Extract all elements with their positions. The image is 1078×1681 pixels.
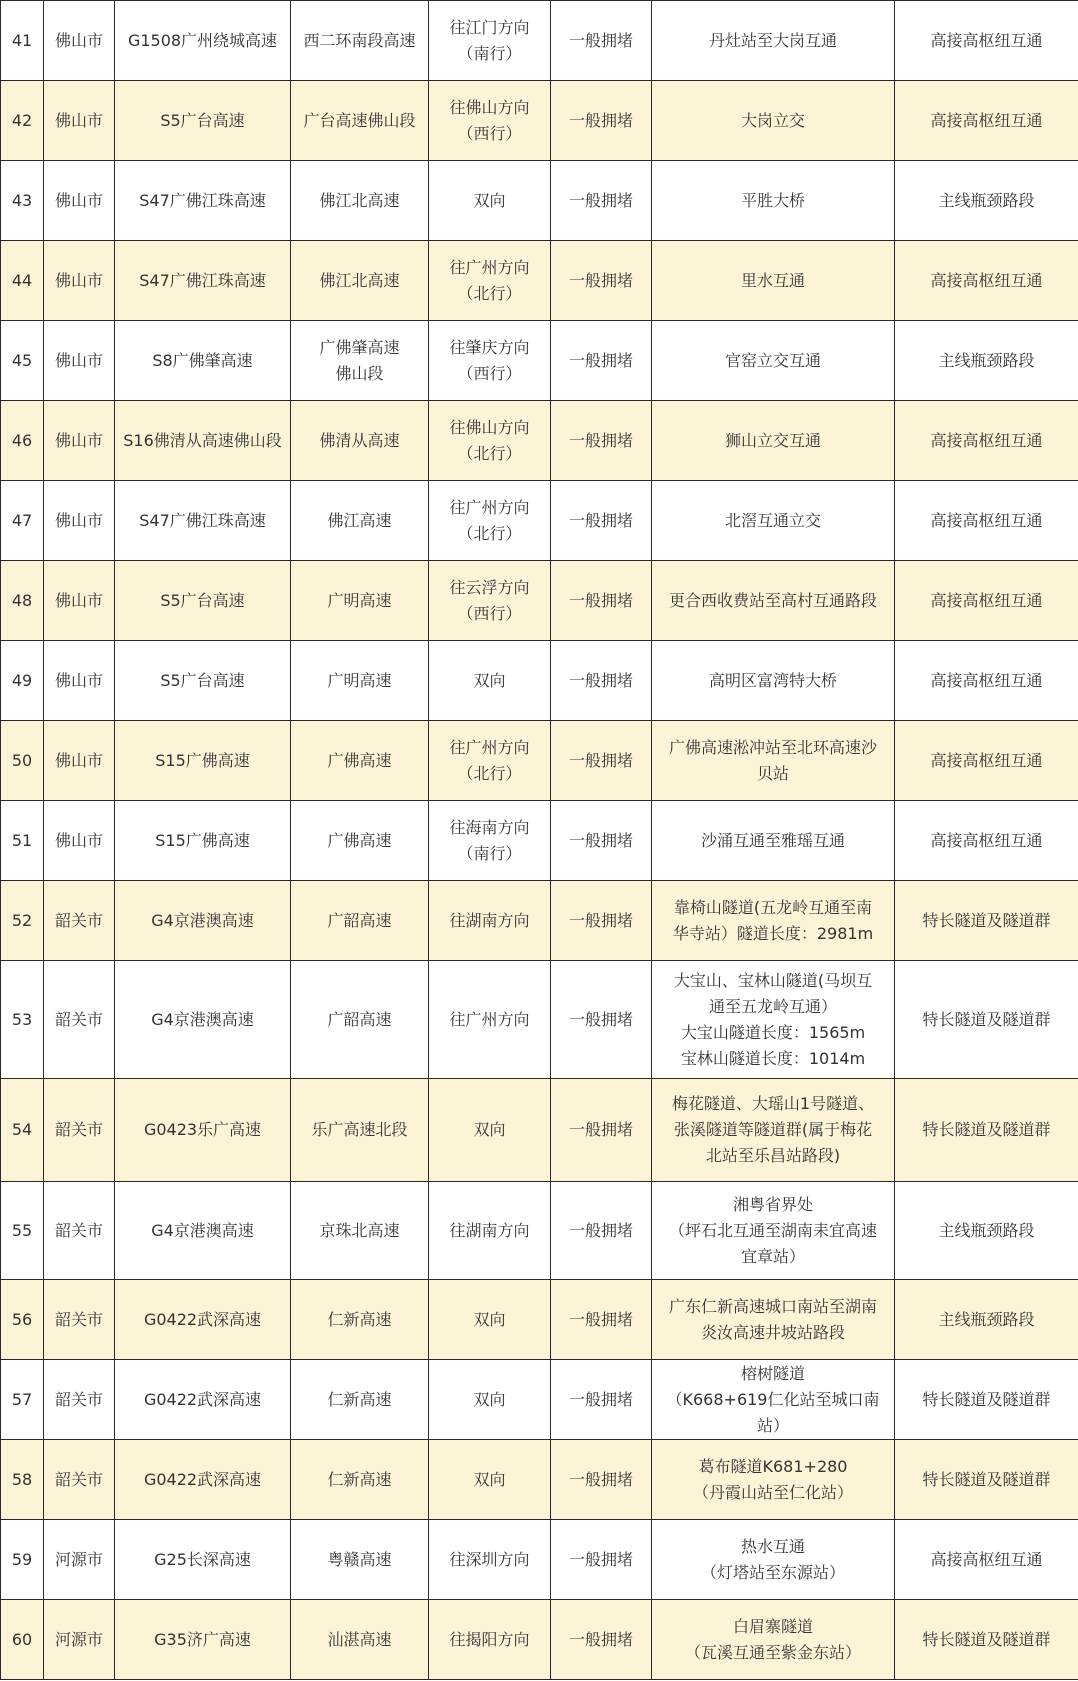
- highway-line: G0422武深高速: [143, 1309, 262, 1329]
- section-cell: [291, 1360, 429, 1440]
- section-cell: [291, 401, 429, 481]
- location-cell: [652, 241, 895, 321]
- direction-cell: [429, 1520, 551, 1600]
- highway-line: S47广佛江珠高速: [139, 510, 266, 530]
- table-row: [1, 481, 1078, 561]
- table-row: [1, 401, 1078, 481]
- section-cell: [291, 801, 429, 881]
- section-cell: [291, 161, 429, 241]
- direction-cell: [429, 1360, 551, 1440]
- highway-cell: [115, 161, 291, 241]
- highway-cell: [115, 961, 291, 1079]
- direction-line: 往江门方向: [449, 17, 530, 37]
- direction-line: （北行）: [457, 283, 522, 303]
- section-line: 仁新高速: [327, 1389, 392, 1409]
- congestion-level-cell: 一般拥堵: [551, 1440, 652, 1520]
- row-number-cell: 42: [1, 81, 44, 161]
- congestion-level-cell: 一般拥堵: [551, 1, 652, 81]
- direction-line: 往肇庆方向: [449, 337, 530, 357]
- highway-cell: [115, 1520, 291, 1600]
- location-line: （灯塔站至东源站）: [700, 1562, 845, 1582]
- highway-line: S5广台高速: [160, 670, 245, 690]
- highway-line: G4京港澳高速: [151, 1220, 254, 1240]
- row-number-cell: 45: [1, 321, 44, 401]
- location-line: （丹霞山站至仁化站）: [692, 1482, 853, 1502]
- highway-line: G1508广州绕城高速: [127, 30, 278, 50]
- city-cell: 佛山市: [44, 241, 115, 321]
- city-cell: 韶关市: [44, 961, 115, 1079]
- direction-cell: [429, 721, 551, 801]
- location-line: （K668+619仁化站至城口南: [666, 1389, 880, 1409]
- section-cell: [291, 1440, 429, 1520]
- direction-line: 往湖南方向: [449, 1220, 530, 1240]
- table-body: [1, 1, 1078, 1680]
- direction-line: 往广州方向: [449, 1009, 530, 1029]
- section-cell: [291, 641, 429, 721]
- location-line: 丹灶站至大岗互通: [708, 30, 837, 50]
- row-number-cell: 47: [1, 481, 44, 561]
- highway-cell: [115, 81, 291, 161]
- section-line: 佛清从高速: [319, 430, 400, 450]
- highway-cell: [115, 561, 291, 641]
- section-cell: [291, 1280, 429, 1360]
- direction-line: 双向: [473, 1469, 506, 1489]
- row-number-cell: 44: [1, 241, 44, 321]
- highway-line: G4京港澳高速: [151, 910, 254, 930]
- row-number-cell: 50: [1, 721, 44, 801]
- section-line: 仁新高速: [327, 1469, 392, 1489]
- row-number-cell: 51: [1, 801, 44, 881]
- highway-line: G0422武深高速: [143, 1469, 262, 1489]
- section-cell: [291, 1600, 429, 1680]
- table-row: [1, 1600, 1078, 1680]
- location-cell: [652, 961, 895, 1079]
- section-line: 广明高速: [327, 590, 392, 610]
- location-cell: [652, 1520, 895, 1600]
- direction-cell: [429, 1280, 551, 1360]
- highway-cell: [115, 1, 291, 81]
- highway-cell: [115, 1182, 291, 1280]
- location-line: 葛布隧道K681+280: [698, 1456, 848, 1476]
- congestion-level-cell: 一般拥堵: [551, 561, 652, 641]
- location-cell: [652, 881, 895, 961]
- row-number-cell: 54: [1, 1079, 44, 1182]
- location-line: 里水互通: [740, 270, 805, 290]
- table-row: [1, 1, 1078, 81]
- highway-line: G25长深高速: [154, 1549, 251, 1569]
- congestion-level-cell: 一般拥堵: [551, 1280, 652, 1360]
- direction-line: 往揭阳方向: [449, 1629, 530, 1649]
- row-number-cell: 55: [1, 1182, 44, 1280]
- congestion-level-cell: 一般拥堵: [551, 481, 652, 561]
- type-cell: 特长隧道及隧道群: [895, 1360, 1078, 1440]
- type-cell: 高接高枢纽互通: [895, 481, 1078, 561]
- direction-cell: [429, 1600, 551, 1680]
- row-number-cell: 49: [1, 641, 44, 721]
- highway-cell: [115, 321, 291, 401]
- table-row: [1, 1182, 1078, 1280]
- table-row: [1, 641, 1078, 721]
- city-cell: 韶关市: [44, 1440, 115, 1520]
- table-row: [1, 1360, 1078, 1440]
- table-row: [1, 81, 1078, 161]
- section-cell: [291, 1182, 429, 1280]
- location-line: 大宝山、宝林山隧道(马坝互: [673, 970, 873, 990]
- congestion-level-cell: 一般拥堵: [551, 161, 652, 241]
- location-line: 高明区富湾特大桥: [708, 670, 837, 690]
- section-line: 广韶高速: [327, 1009, 392, 1029]
- type-cell: 高接高枢纽互通: [895, 721, 1078, 801]
- direction-cell: [429, 561, 551, 641]
- city-cell: 佛山市: [44, 81, 115, 161]
- location-line: 梅花隧道、大瑶山1号隧道、: [671, 1094, 875, 1113]
- direction-cell: [429, 161, 551, 241]
- type-cell: 高接高枢纽互通: [895, 81, 1078, 161]
- direction-line: （北行）: [457, 523, 522, 543]
- location-line: 靠椅山隧道(五龙岭互通至南: [673, 897, 873, 917]
- section-line: 西二环南段高速: [303, 30, 416, 50]
- location-line: 白眉寨隧道: [732, 1616, 813, 1636]
- location-line: 宝林山隧道长度：1014m: [680, 1048, 866, 1068]
- city-cell: 佛山市: [44, 801, 115, 881]
- direction-line: （北行）: [457, 763, 522, 783]
- city-cell: 韶关市: [44, 1079, 115, 1182]
- highway-line: S47广佛江珠高速: [139, 270, 266, 290]
- location-cell: [652, 801, 895, 881]
- city-cell: 佛山市: [44, 721, 115, 801]
- highway-cell: [115, 1440, 291, 1520]
- highway-cell: [115, 481, 291, 561]
- table-row: [1, 1280, 1078, 1360]
- highway-line: G0422武深高速: [143, 1389, 262, 1409]
- table-row: [1, 1440, 1078, 1520]
- direction-line: 双向: [473, 1309, 506, 1329]
- location-line: 通至五龙岭互通）: [708, 996, 837, 1016]
- section-cell: [291, 721, 429, 801]
- section-line: 仁新高速: [327, 1309, 392, 1329]
- congestion-level-cell: 一般拥堵: [551, 321, 652, 401]
- location-line: 狮山立交互通: [724, 430, 821, 450]
- location-cell: [652, 321, 895, 401]
- section-cell: [291, 961, 429, 1079]
- city-cell: 佛山市: [44, 561, 115, 641]
- city-cell: 佛山市: [44, 481, 115, 561]
- direction-cell: [429, 481, 551, 561]
- direction-line: 双向: [473, 1120, 506, 1139]
- congestion-level-cell: 一般拥堵: [551, 1182, 652, 1280]
- congestion-level-cell: 一般拥堵: [551, 1520, 652, 1600]
- section-cell: [291, 1520, 429, 1600]
- table-row: [1, 161, 1078, 241]
- section-line: 佛江北高速: [319, 270, 400, 290]
- type-cell: 主线瓶颈路段: [895, 321, 1078, 401]
- direction-line: 双向: [473, 190, 506, 210]
- section-line: 汕湛高速: [327, 1629, 392, 1649]
- type-cell: 主线瓶颈路段: [895, 161, 1078, 241]
- highway-line: S5广台高速: [160, 110, 245, 130]
- direction-line: 往广州方向: [449, 497, 530, 517]
- row-number-cell: 52: [1, 881, 44, 961]
- location-cell: [652, 1182, 895, 1280]
- highway-line: G35济广高速: [154, 1629, 251, 1649]
- row-number-cell: 46: [1, 401, 44, 481]
- location-cell: [652, 641, 895, 721]
- city-cell: 佛山市: [44, 1, 115, 81]
- city-cell: 韶关市: [44, 881, 115, 961]
- direction-line: （南行）: [457, 843, 522, 863]
- highway-line: G0423乐广高速: [143, 1120, 262, 1139]
- direction-cell: [429, 881, 551, 961]
- row-number-cell: 59: [1, 1520, 44, 1600]
- highway-line: S15广佛高速: [155, 750, 250, 770]
- row-number-cell: 53: [1, 961, 44, 1079]
- congestion-level-cell: 一般拥堵: [551, 1360, 652, 1440]
- location-cell: [652, 81, 895, 161]
- location-line: 广佛高速淞冲站至北环高速沙: [668, 737, 877, 757]
- highway-cell: [115, 721, 291, 801]
- location-line: 炎汝高速井坡站路段: [700, 1322, 845, 1342]
- section-line: 乐广高速北段: [311, 1120, 408, 1139]
- type-cell: 特长隧道及隧道群: [895, 881, 1078, 961]
- highway-line: S8广佛肇高速: [152, 350, 253, 370]
- location-line: 贝站: [756, 763, 789, 783]
- direction-cell: [429, 81, 551, 161]
- type-cell: 特长隧道及隧道群: [895, 1079, 1078, 1182]
- direction-cell: [429, 401, 551, 481]
- location-line: 更合西收费站至高村互通路段: [668, 590, 877, 610]
- congestion-level-cell: 一般拥堵: [551, 881, 652, 961]
- type-cell: 高接高枢纽互通: [895, 1, 1078, 81]
- direction-line: 往深圳方向: [449, 1549, 530, 1569]
- section-cell: [291, 321, 429, 401]
- direction-line: （西行）: [457, 363, 522, 383]
- type-cell: 高接高枢纽互通: [895, 801, 1078, 881]
- highway-line: G4京港澳高速: [151, 1009, 254, 1029]
- highway-line: S47广佛江珠高速: [139, 190, 266, 210]
- table-row: [1, 801, 1078, 881]
- type-cell: 高接高枢纽互通: [895, 241, 1078, 321]
- direction-line: 往海南方向: [449, 817, 530, 837]
- row-number-cell: 41: [1, 1, 44, 81]
- type-cell: 高接高枢纽互通: [895, 401, 1078, 481]
- table-row: [1, 721, 1078, 801]
- location-cell: [652, 721, 895, 801]
- location-line: 北滘互通立交: [724, 510, 821, 530]
- table-row: [1, 561, 1078, 641]
- direction-line: 双向: [473, 1389, 506, 1409]
- type-cell: 特长隧道及隧道群: [895, 1440, 1078, 1520]
- location-line: 榕树隧道: [740, 1363, 805, 1383]
- city-cell: 佛山市: [44, 641, 115, 721]
- direction-cell: [429, 241, 551, 321]
- location-cell: [652, 1600, 895, 1680]
- highway-cell: [115, 641, 291, 721]
- section-line: 广台高速佛山段: [303, 110, 416, 130]
- location-line: 热水互通: [740, 1536, 805, 1556]
- row-number-cell: 43: [1, 161, 44, 241]
- row-number-cell: 56: [1, 1280, 44, 1360]
- location-line: 大宝山隧道长度：1565m: [680, 1022, 866, 1042]
- congestion-level-cell: 一般拥堵: [551, 801, 652, 881]
- section-cell: [291, 1, 429, 81]
- location-cell: [652, 1360, 895, 1440]
- city-cell: 韶关市: [44, 1182, 115, 1280]
- highway-cell: [115, 401, 291, 481]
- highway-line: S15广佛高速: [155, 830, 250, 850]
- city-cell: 韶关市: [44, 1360, 115, 1440]
- location-line: 宜章站）: [740, 1246, 805, 1266]
- location-line: 站）: [756, 1415, 789, 1435]
- type-cell: 特长隧道及隧道群: [895, 961, 1078, 1079]
- type-cell: 高接高枢纽互通: [895, 1520, 1078, 1600]
- highway-line: S16佛清从高速佛山段: [123, 430, 282, 450]
- direction-line: （北行）: [457, 443, 522, 463]
- direction-cell: [429, 641, 551, 721]
- direction-cell: [429, 1, 551, 81]
- location-line: 大岗立交: [740, 110, 805, 130]
- section-line: 京珠北高速: [319, 1220, 400, 1240]
- city-cell: 韶关市: [44, 1280, 115, 1360]
- direction-line: 往广州方向: [449, 257, 530, 277]
- direction-line: 往广州方向: [449, 737, 530, 757]
- type-cell: 主线瓶颈路段: [895, 1280, 1078, 1360]
- location-line: 华寺站）隧道长度：2981m: [672, 923, 874, 943]
- table-row: [1, 1079, 1078, 1182]
- location-line: 沙涌互通至雅瑶互通: [700, 830, 845, 850]
- direction-cell: [429, 1079, 551, 1182]
- location-cell: [652, 161, 895, 241]
- section-cell: [291, 81, 429, 161]
- row-number-cell: 57: [1, 1360, 44, 1440]
- location-line: 北站至乐昌站路段): [705, 1146, 841, 1165]
- city-cell: 佛山市: [44, 161, 115, 241]
- section-cell: [291, 1079, 429, 1182]
- direction-line: 往佛山方向: [449, 417, 530, 437]
- section-cell: [291, 481, 429, 561]
- section-line: 佛山段: [335, 363, 384, 383]
- location-line: （坪石北互通至湖南耒宜高速: [668, 1220, 877, 1240]
- city-cell: 佛山市: [44, 321, 115, 401]
- section-cell: [291, 561, 429, 641]
- row-number-cell: 60: [1, 1600, 44, 1680]
- direction-line: （南行）: [457, 43, 522, 63]
- direction-line: 双向: [473, 670, 506, 690]
- type-cell: 高接高枢纽互通: [895, 641, 1078, 721]
- location-cell: [652, 1280, 895, 1360]
- location-line: 张溪隧道等隧道群(属于梅花: [673, 1120, 873, 1139]
- congestion-level-cell: 一般拥堵: [551, 241, 652, 321]
- row-number-cell: 48: [1, 561, 44, 641]
- direction-line: 往云浮方向: [449, 577, 530, 597]
- section-line: 广佛高速: [327, 750, 392, 770]
- table-row: [1, 881, 1078, 961]
- location-cell: [652, 1440, 895, 1520]
- section-line: 广佛肇高速: [319, 337, 400, 357]
- location-line: 官窑立交互通: [724, 350, 821, 370]
- direction-cell: [429, 1440, 551, 1520]
- direction-cell: [429, 961, 551, 1079]
- type-cell: 高接高枢纽互通: [895, 561, 1078, 641]
- location-cell: [652, 1, 895, 81]
- highway-cell: [115, 241, 291, 321]
- section-cell: [291, 881, 429, 961]
- section-line: 广明高速: [327, 670, 392, 690]
- highway-cell: [115, 1600, 291, 1680]
- section-line: 佛江高速: [327, 510, 392, 530]
- location-cell: [652, 481, 895, 561]
- city-cell: 河源市: [44, 1600, 115, 1680]
- congestion-level-cell: 一般拥堵: [551, 1600, 652, 1680]
- location-line: 广东仁新高速城口南站至湖南: [668, 1296, 877, 1316]
- table-row: [1, 241, 1078, 321]
- congestion-level-cell: 一般拥堵: [551, 401, 652, 481]
- row-number-cell: 58: [1, 1440, 44, 1520]
- table-row: [1, 961, 1078, 1079]
- section-line: 广佛高速: [327, 830, 392, 850]
- table-row: [1, 321, 1078, 401]
- direction-cell: [429, 321, 551, 401]
- city-cell: 河源市: [44, 1520, 115, 1600]
- type-cell: 特长隧道及隧道群: [895, 1600, 1078, 1680]
- section-cell: [291, 241, 429, 321]
- highway-cell: [115, 801, 291, 881]
- direction-line: 往佛山方向: [449, 97, 530, 117]
- location-cell: [652, 561, 895, 641]
- congestion-level-cell: 一般拥堵: [551, 961, 652, 1079]
- section-line: 广韶高速: [327, 910, 392, 930]
- direction-cell: [429, 1182, 551, 1280]
- congestion-level-cell: 一般拥堵: [551, 81, 652, 161]
- direction-line: 往湖南方向: [449, 910, 530, 930]
- direction-line: （西行）: [457, 123, 522, 143]
- city-cell: 佛山市: [44, 401, 115, 481]
- highway-cell: [115, 881, 291, 961]
- highway-cell: [115, 1360, 291, 1440]
- location-line: 湘粤省界处: [732, 1194, 813, 1214]
- section-line: 粤赣高速: [327, 1549, 392, 1569]
- highway-cell: [115, 1079, 291, 1182]
- congestion-level-cell: 一般拥堵: [551, 721, 652, 801]
- direction-cell: [429, 801, 551, 881]
- table-row: [1, 1520, 1078, 1600]
- location-cell: [652, 1079, 895, 1182]
- congestion-level-cell: 一般拥堵: [551, 641, 652, 721]
- congestion-level-cell: 一般拥堵: [551, 1079, 652, 1182]
- section-line: 佛江北高速: [319, 190, 400, 210]
- location-line: （瓦溪互通至紫金东站）: [684, 1642, 861, 1662]
- direction-line: （西行）: [457, 603, 522, 623]
- highway-line: S5广台高速: [160, 590, 245, 610]
- location-cell: [652, 401, 895, 481]
- type-cell: 主线瓶颈路段: [895, 1182, 1078, 1280]
- highway-cell: [115, 1280, 291, 1360]
- location-line: 平胜大桥: [740, 190, 805, 210]
